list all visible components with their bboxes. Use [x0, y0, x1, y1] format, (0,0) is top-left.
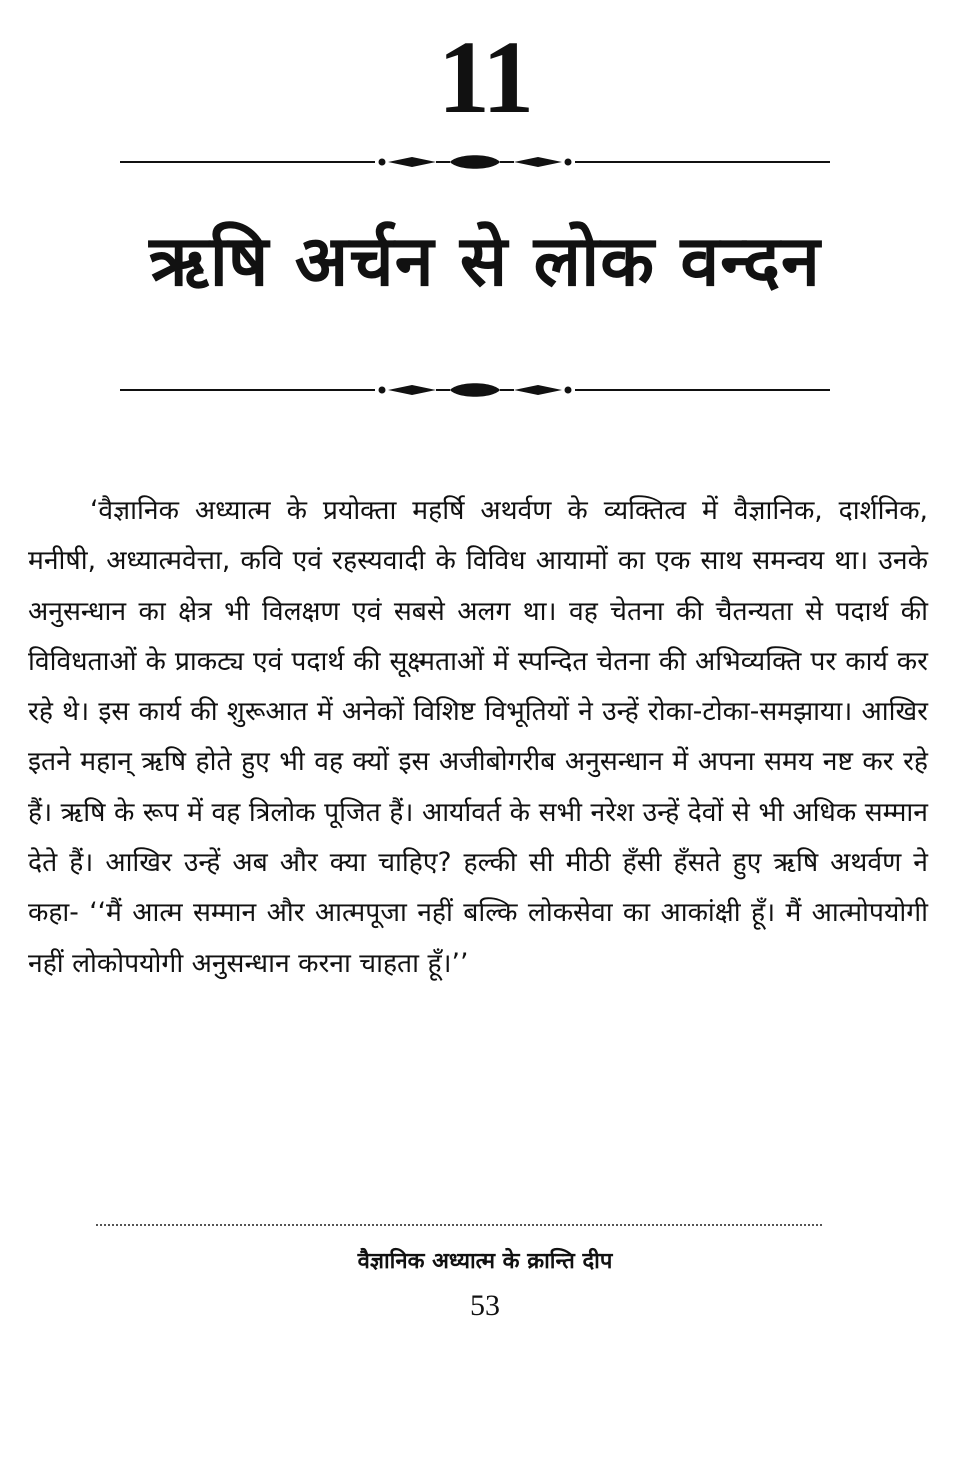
body-paragraph: ‘वैज्ञानिक अध्यात्म के प्रयोक्ता महर्षि अथर्वण के व्यक्तित्व में वैज्ञानिक, दार्शनिक, मनीषी, अध्यात्मवेत्ता, कवि एवं रहस्यवादी के विविध आयामों का एक साथ समन्वय था। उनके अनुसन्धान का क्षेत्र भी विलक्षण एवं सबसे अलग था। वह चेतना की चैतन्यता से पदार्थ की विविधताओं के प्राकट्य एवं पदार्थ की सूक्ष्मताओं में स्पन्दित चेतना की अभिव्यक्ति पर कार्य कर रहे थे। इस कार्य की शुरूआत में अनेकों विशिष्ट विभूतियों ने उन्हें रोका-टोका-समझाया। आखिर इतने महान् ऋषि होते हुए भी वह क्यों इस अजीबोगरीब अनुसन्धान में अपना समय नष्ट कर रहे हैं। ऋषि के रूप में वह त्रिलोक पूजित हैं। आर्यावर्त के सभी नरेश उन्हें देवों से भी अधिक सम्मान देते हैं। आखिर उन्हें अब और क्या चाहिए? हल्की सी मीठी हँसी हँसते हुए ऋषि अथर्वण ने कहा- ‘‘मैं आत्म सम्मान और आत्मपूजा नहीं बल्कि लोकसेवा का आकांक्षी हूँ। मैं आत्मोपयोगी नहीं लोकोपयोगी अनुसन्धान करना चाहता हूँ।’’	[28, 495, 928, 979]
footer-divider	[96, 1224, 822, 1226]
page-number: 53	[470, 1289, 500, 1322]
chapter-title: ऋषि अर्चन से लोक वन्दन	[149, 220, 821, 302]
ornament-divider-top	[120, 150, 830, 174]
ornament-divider-bottom	[120, 378, 830, 402]
ornament-icon	[120, 150, 830, 174]
ornament-icon	[120, 378, 830, 402]
running-footer-book-title: वैज्ञानिक अध्यात्म के क्रान्ति दीप	[357, 1249, 613, 1274]
chapter-number: 11	[437, 20, 533, 135]
